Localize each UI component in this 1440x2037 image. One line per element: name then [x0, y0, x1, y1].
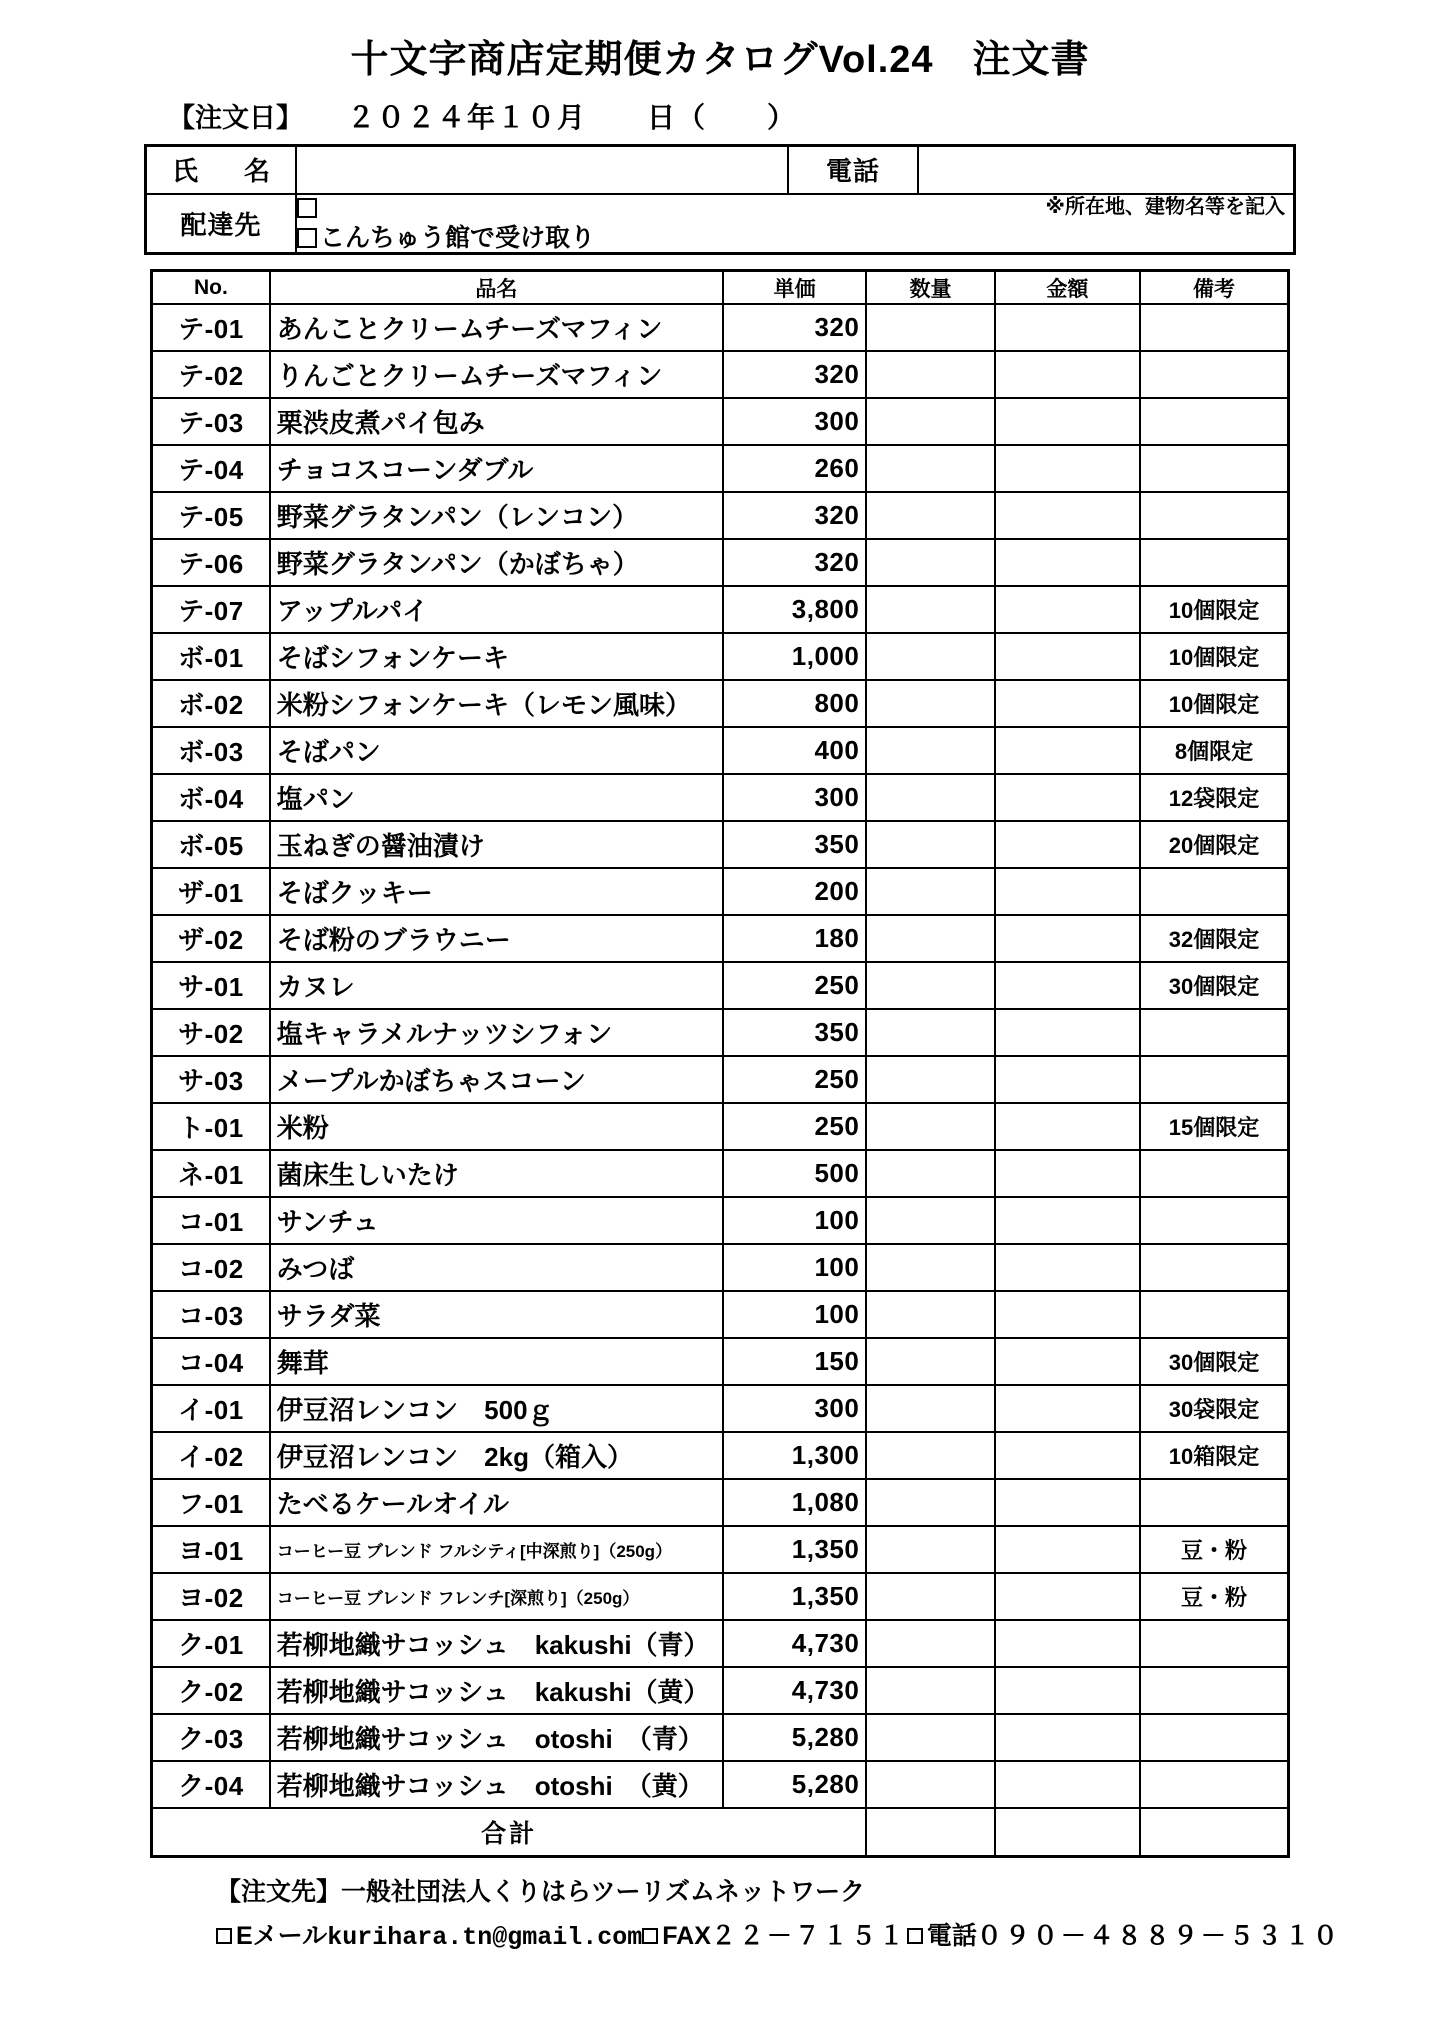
item-amount-input[interactable] [995, 1526, 1140, 1573]
item-name: 塩パン [270, 774, 723, 821]
item-amount-input[interactable] [995, 1620, 1140, 1667]
item-code: サ-01 [152, 962, 270, 1009]
table-row [152, 1150, 1289, 1197]
item-quantity-input[interactable] [866, 1526, 994, 1573]
table-row [152, 821, 1289, 868]
item-note: 12袋限定 [1140, 774, 1288, 821]
table-row [152, 1009, 1289, 1056]
item-quantity-input[interactable] [866, 492, 994, 539]
item-code: サ-02 [152, 1009, 270, 1056]
item-amount-input[interactable] [995, 1150, 1140, 1197]
item-quantity-input[interactable] [866, 727, 994, 774]
delivery-label: 配達先 [146, 194, 297, 254]
item-amount-input[interactable] [995, 821, 1140, 868]
item-name: そばシフォンケーキ [270, 633, 723, 680]
item-amount-input[interactable] [995, 1009, 1140, 1056]
order-to-label: 【注文先】 [216, 1877, 342, 1906]
item-quantity-input[interactable] [866, 1009, 994, 1056]
item-name: 菌床生しいたけ [270, 1150, 723, 1197]
item-name: アップルパイ [270, 586, 723, 633]
item-code: ボ-03 [152, 727, 270, 774]
table-row [152, 868, 1289, 915]
item-code: テ-04 [152, 445, 270, 492]
table-row [152, 774, 1289, 821]
item-name: 若柳地織サコッシュ otoshi （青） [270, 1714, 723, 1761]
checkbox-icon[interactable] [297, 228, 317, 248]
item-unit-price: 250 [723, 962, 866, 1009]
item-amount-input[interactable] [995, 868, 1140, 915]
item-code: コ-04 [152, 1338, 270, 1385]
item-name: 栗渋皮煮パイ包み [270, 398, 723, 445]
fax-value: ２２－７１５１ [710, 1921, 907, 1950]
footer [120, 1872, 1341, 1952]
total-qty-cell[interactable] [866, 1808, 994, 1856]
table-row [152, 1432, 1289, 1479]
items-table [150, 269, 1290, 1858]
item-code: ヨ-01 [152, 1526, 270, 1573]
item-code: ネ-01 [152, 1150, 270, 1197]
item-code: テ-01 [152, 304, 270, 351]
table-row [152, 1761, 1289, 1808]
item-name: 塩キャラメルナッツシフォン [270, 1009, 723, 1056]
item-quantity-input[interactable] [866, 821, 994, 868]
customer-info-table [144, 144, 1296, 255]
item-code: ク-01 [152, 1620, 270, 1667]
item-quantity-input[interactable] [866, 539, 994, 586]
item-name: サラダ菜 [270, 1291, 723, 1338]
item-amount-input[interactable] [995, 727, 1140, 774]
item-amount-input[interactable] [995, 1714, 1140, 1761]
phone-input[interactable] [918, 145, 1295, 194]
item-amount-input[interactable] [995, 351, 1140, 398]
order-date-label: 【注文日】 [168, 102, 303, 133]
item-name: 米粉シフォンケーキ（レモン風味） [270, 680, 723, 727]
item-amount-input[interactable] [995, 1056, 1140, 1103]
header-no: No. [152, 270, 270, 304]
table-row [152, 1244, 1289, 1291]
item-unit-price: 500 [723, 1150, 866, 1197]
item-code: ク-03 [152, 1714, 270, 1761]
item-amount-input[interactable] [995, 586, 1140, 633]
item-unit-price: 150 [723, 1338, 866, 1385]
item-unit-price: 100 [723, 1197, 866, 1244]
item-amount-input[interactable] [995, 1197, 1140, 1244]
item-note [1140, 1056, 1288, 1103]
table-row [152, 1573, 1289, 1620]
item-unit-price: 260 [723, 445, 866, 492]
items-table-body [152, 304, 1289, 1808]
item-code: イ-02 [152, 1432, 270, 1479]
delivery-option-2-label: こんちゅう館で受け取り [320, 223, 596, 252]
item-name: 若柳地織サコッシュ kakushi（黄） [270, 1667, 723, 1714]
item-note [1140, 1761, 1288, 1808]
item-amount-input[interactable] [995, 774, 1140, 821]
item-amount-input[interactable] [995, 539, 1140, 586]
item-unit-price: 200 [723, 868, 866, 915]
item-quantity-input[interactable] [866, 586, 994, 633]
item-code: テ-03 [152, 398, 270, 445]
item-note: 30袋限定 [1140, 1385, 1288, 1432]
item-unit-price: 4,730 [723, 1620, 866, 1667]
checkbox-icon[interactable] [642, 1928, 658, 1944]
item-quantity-input[interactable] [866, 304, 994, 351]
item-amount-input[interactable] [995, 1291, 1140, 1338]
item-name: 玉ねぎの醤油漬け [270, 821, 723, 868]
checkbox-icon[interactable] [297, 198, 317, 218]
item-name: 若柳地織サコッシュ kakushi（青） [270, 1620, 723, 1667]
item-amount-input[interactable] [995, 1761, 1140, 1808]
item-code: コ-02 [152, 1244, 270, 1291]
item-unit-price: 3,800 [723, 586, 866, 633]
item-name: メープルかぼちゃスコーン [270, 1056, 723, 1103]
item-unit-price: 5,280 [723, 1761, 866, 1808]
item-quantity-input[interactable] [866, 1244, 994, 1291]
table-row [152, 1338, 1289, 1385]
checkbox-icon[interactable] [907, 1928, 923, 1944]
table-row [152, 1291, 1289, 1338]
item-quantity-input[interactable] [866, 962, 994, 1009]
item-unit-price: 300 [723, 398, 866, 445]
fax-contact [642, 1922, 711, 1951]
item-quantity-input[interactable] [866, 633, 994, 680]
item-name: そばパン [270, 727, 723, 774]
item-amount-input[interactable] [995, 633, 1140, 680]
item-unit-price: 100 [723, 1291, 866, 1338]
item-note: 豆・粉 [1140, 1573, 1288, 1620]
item-note [1140, 1150, 1288, 1197]
item-note [1140, 1620, 1288, 1667]
items-table-wrapper [0, 269, 1440, 1858]
item-amount-input[interactable] [995, 1573, 1140, 1620]
item-code: テ-02 [152, 351, 270, 398]
item-unit-price: 250 [723, 1056, 866, 1103]
item-note: 10箱限定 [1140, 1432, 1288, 1479]
checkbox-icon[interactable] [216, 1928, 232, 1944]
item-quantity-input[interactable] [866, 1573, 994, 1620]
table-row [152, 727, 1289, 774]
item-quantity-input[interactable] [866, 1385, 994, 1432]
item-unit-price: 180 [723, 915, 866, 962]
item-note [1140, 1009, 1288, 1056]
item-unit-price: 5,280 [723, 1714, 866, 1761]
order-date-value: ２０２４年１０月 日（ ） [347, 101, 798, 133]
item-code: コ-03 [152, 1291, 270, 1338]
item-code: ボ-01 [152, 633, 270, 680]
item-amount-input[interactable] [995, 1667, 1140, 1714]
item-name: 舞茸 [270, 1338, 723, 1385]
item-quantity-input[interactable] [866, 1432, 994, 1479]
item-code: ク-02 [152, 1667, 270, 1714]
item-amount-input[interactable] [995, 1103, 1140, 1150]
total-note-cell [1140, 1808, 1288, 1856]
item-code: テ-06 [152, 539, 270, 586]
item-unit-price: 800 [723, 680, 866, 727]
item-note [1140, 1244, 1288, 1291]
item-unit-price: 4,730 [723, 1667, 866, 1714]
phone-label: 電話 [788, 145, 918, 194]
item-note: 10個限定 [1140, 680, 1288, 727]
item-note [1140, 1479, 1288, 1526]
item-note [1140, 1291, 1288, 1338]
item-name: 若柳地織サコッシュ otoshi （黄） [270, 1761, 723, 1808]
table-row [152, 915, 1289, 962]
name-label: 氏 名 [146, 145, 297, 194]
table-row [152, 1103, 1289, 1150]
item-code: ク-04 [152, 1761, 270, 1808]
item-quantity-input[interactable] [866, 1103, 994, 1150]
item-amount-input[interactable] [995, 398, 1140, 445]
table-row [152, 1479, 1289, 1526]
item-unit-price: 320 [723, 351, 866, 398]
item-unit-price: 320 [723, 304, 866, 351]
delivery-note: ※所在地、建物名等を記入 [1045, 195, 1285, 218]
item-name: コーヒー豆 ブレンド フルシティ[中深煎り]（250g） [270, 1526, 723, 1573]
item-note: 15個限定 [1140, 1103, 1288, 1150]
item-note: 8個限定 [1140, 727, 1288, 774]
item-note: 10個限定 [1140, 633, 1288, 680]
item-unit-price: 320 [723, 539, 866, 586]
item-name: たべるケールオイル [270, 1479, 723, 1526]
item-note [1140, 304, 1288, 351]
item-amount-input[interactable] [995, 962, 1140, 1009]
header-price: 単価 [723, 270, 866, 304]
table-row [152, 1385, 1289, 1432]
item-unit-price: 320 [723, 492, 866, 539]
item-unit-price: 1,080 [723, 1479, 866, 1526]
page-title: 十文字商店定期便カタログVol.24 注文書 [350, 39, 1090, 81]
table-row [152, 445, 1289, 492]
item-note [1140, 398, 1288, 445]
item-amount-input[interactable] [995, 1479, 1140, 1526]
item-quantity-input[interactable] [866, 1150, 994, 1197]
item-quantity-input[interactable] [866, 1479, 994, 1526]
item-code: ボ-05 [152, 821, 270, 868]
table-row [152, 633, 1289, 680]
name-phone-row [146, 145, 1295, 194]
table-row [152, 1197, 1289, 1244]
item-name: コーヒー豆 ブレンド フレンチ[深煎り]（250g） [270, 1573, 723, 1620]
tel-value: ０９０－４８８９－５３１０ [976, 1921, 1341, 1950]
item-note: 豆・粉 [1140, 1526, 1288, 1573]
table-row [152, 1667, 1289, 1714]
item-code: コ-01 [152, 1197, 270, 1244]
table-row [152, 1526, 1289, 1573]
item-code: テ-05 [152, 492, 270, 539]
name-input[interactable] [296, 145, 788, 194]
table-row [152, 962, 1289, 1009]
header-note: 備考 [1140, 270, 1288, 304]
table-row [152, 1714, 1289, 1761]
total-amount-cell[interactable] [995, 1808, 1140, 1856]
table-row [152, 351, 1289, 398]
item-quantity-input[interactable] [866, 1620, 994, 1667]
fax-label: FAX [662, 1921, 711, 1950]
item-quantity-input[interactable] [866, 1291, 994, 1338]
order-date-row [0, 96, 1440, 136]
item-quantity-input[interactable] [866, 680, 994, 727]
item-unit-price: 1,350 [723, 1526, 866, 1573]
header-name: 品名 [270, 270, 723, 304]
total-row [152, 1808, 1289, 1856]
item-name: 伊豆沼レンコン 2kg（箱入） [270, 1432, 723, 1479]
email-contact [216, 1916, 327, 1952]
email-value[interactable]: kurihara.tn@gmail.com [327, 1922, 643, 1952]
table-row [152, 398, 1289, 445]
item-amount-input[interactable] [995, 1338, 1140, 1385]
item-amount-input[interactable] [995, 680, 1140, 727]
item-name: あんことクリームチーズマフィン [270, 304, 723, 351]
item-quantity-input[interactable] [866, 915, 994, 962]
item-quantity-input[interactable] [866, 1338, 994, 1385]
table-row [152, 304, 1289, 351]
table-row [152, 680, 1289, 727]
email-label: Eメール [236, 1921, 328, 1950]
contact-line [216, 1916, 1341, 1952]
delivery-options-cell [296, 194, 1295, 254]
item-quantity-input[interactable] [866, 445, 994, 492]
item-quantity-input[interactable] [866, 351, 994, 398]
item-unit-price: 1,300 [723, 1432, 866, 1479]
item-unit-price: 100 [723, 1244, 866, 1291]
item-note [1140, 868, 1288, 915]
item-amount-input[interactable] [995, 915, 1140, 962]
item-note [1140, 1667, 1288, 1714]
item-quantity-input[interactable] [866, 398, 994, 445]
header-qty: 数量 [866, 270, 994, 304]
item-quantity-input[interactable] [866, 774, 994, 821]
tel-contact [907, 1916, 977, 1952]
item-note: 10個限定 [1140, 586, 1288, 633]
item-note [1140, 1714, 1288, 1761]
item-quantity-input[interactable] [866, 1197, 994, 1244]
item-name: 野菜グラタンパン（レンコン） [270, 492, 723, 539]
item-note [1140, 539, 1288, 586]
item-quantity-input[interactable] [866, 1761, 994, 1808]
item-code: ヨ-02 [152, 1573, 270, 1620]
item-name: そばクッキー [270, 868, 723, 915]
item-unit-price: 400 [723, 727, 866, 774]
item-name: カヌレ [270, 962, 723, 1009]
item-note: 32個限定 [1140, 915, 1288, 962]
table-row [152, 586, 1289, 633]
tel-label: 電話 [926, 1921, 977, 1950]
item-unit-price: 250 [723, 1103, 866, 1150]
item-quantity-input[interactable] [866, 1714, 994, 1761]
item-name: 伊豆沼レンコン 500ｇ [270, 1385, 723, 1432]
item-code: テ-07 [152, 586, 270, 633]
header-amount: 金額 [995, 270, 1140, 304]
item-amount-input[interactable] [995, 1244, 1140, 1291]
item-amount-input[interactable] [995, 304, 1140, 351]
item-code: ト-01 [152, 1103, 270, 1150]
item-name: チョコスコーンダブル [270, 445, 723, 492]
order-to-line [216, 1872, 1320, 1908]
delivery-row [146, 194, 1295, 254]
item-unit-price: 300 [723, 1385, 866, 1432]
item-code: ザ-02 [152, 915, 270, 962]
item-amount-input[interactable] [995, 1385, 1140, 1432]
item-quantity-input[interactable] [866, 1056, 994, 1103]
item-quantity-input[interactable] [866, 1667, 994, 1714]
item-code: ボ-04 [152, 774, 270, 821]
item-unit-price: 350 [723, 1009, 866, 1056]
item-note [1140, 492, 1288, 539]
item-name: みつば [270, 1244, 723, 1291]
item-name: サンチュ [270, 1197, 723, 1244]
item-name: そば粉のブラウニー [270, 915, 723, 962]
item-unit-price: 1,350 [723, 1573, 866, 1620]
item-code: ボ-02 [152, 680, 270, 727]
delivery-option-2[interactable] [297, 225, 1293, 252]
item-name: 野菜グラタンパン（かぼちゃ） [270, 539, 723, 586]
item-note: 20個限定 [1140, 821, 1288, 868]
table-row [152, 1056, 1289, 1103]
item-note: 30個限定 [1140, 1338, 1288, 1385]
table-row [152, 1620, 1289, 1667]
organization-name: 一般社団法人くりはらツーリズムネットワーク [341, 1877, 866, 1906]
item-quantity-input[interactable] [866, 868, 994, 915]
table-row [152, 539, 1289, 586]
item-code: フ-01 [152, 1479, 270, 1526]
table-header-row [152, 270, 1289, 304]
item-note: 30個限定 [1140, 962, 1288, 1009]
item-amount-input[interactable] [995, 492, 1140, 539]
item-unit-price: 1,000 [723, 633, 866, 680]
item-note [1140, 351, 1288, 398]
item-code: ザ-01 [152, 868, 270, 915]
table-row [152, 492, 1289, 539]
item-unit-price: 350 [723, 821, 866, 868]
item-unit-price: 300 [723, 774, 866, 821]
item-code: サ-03 [152, 1056, 270, 1103]
item-note [1140, 445, 1288, 492]
item-name: 米粉 [270, 1103, 723, 1150]
item-amount-input[interactable] [995, 1432, 1140, 1479]
item-name: りんごとクリームチーズマフィン [270, 351, 723, 398]
item-note [1140, 1197, 1288, 1244]
item-code: イ-01 [152, 1385, 270, 1432]
total-label: 合計 [152, 1808, 867, 1856]
item-amount-input[interactable] [995, 445, 1140, 492]
